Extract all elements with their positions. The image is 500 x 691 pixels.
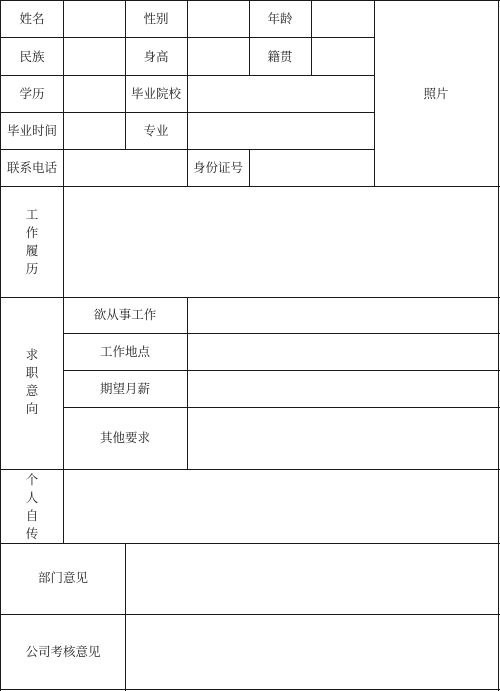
photo-area[interactable] xyxy=(375,1,498,186)
age-label: 年龄 xyxy=(267,10,293,26)
id-number-label: 身份证号 xyxy=(192,159,244,175)
border-bottom xyxy=(0,689,500,690)
phone-label: 联系电话 xyxy=(6,159,58,175)
graduation-time-field[interactable] xyxy=(64,113,125,149)
education-label: 学历 xyxy=(19,85,45,101)
height-field[interactable] xyxy=(188,38,249,75)
expected-salary-field[interactable] xyxy=(188,371,498,407)
major-field[interactable] xyxy=(188,113,374,149)
ethnicity-label: 民族 xyxy=(19,48,45,64)
school-field[interactable] xyxy=(188,76,374,112)
work-history-field[interactable] xyxy=(64,187,498,297)
work-location-label: 工作地点 xyxy=(99,343,151,359)
hometown-label: 籍贯 xyxy=(267,48,293,64)
border-left xyxy=(0,0,1,691)
major-label: 专业 xyxy=(143,122,169,138)
col-line-4 xyxy=(249,0,250,75)
other-requirements-field[interactable] xyxy=(188,408,498,469)
department-opinion-label: 部门意见 xyxy=(37,569,89,585)
desired-job-field[interactable] xyxy=(188,298,498,333)
col-line-2 xyxy=(125,0,126,149)
education-field[interactable] xyxy=(64,76,125,112)
gender-field[interactable] xyxy=(188,1,249,37)
age-field[interactable] xyxy=(312,1,374,37)
department-opinion-field[interactable] xyxy=(126,544,498,614)
expected-salary-label: 期望月薪 xyxy=(99,380,151,396)
desired-job-label: 欲从事工作 xyxy=(93,306,157,322)
name-field[interactable] xyxy=(64,1,125,37)
photo-label: 照片 xyxy=(423,85,449,101)
company-review-field[interactable] xyxy=(126,615,498,689)
work-history-label: 工 作 履 历 xyxy=(25,207,39,276)
school-label: 毕业院校 xyxy=(130,85,182,101)
company-review-label: 公司考核意见 xyxy=(25,643,101,659)
self-intro-field[interactable] xyxy=(64,470,498,543)
phone-field[interactable] xyxy=(64,150,187,186)
name-label: 姓名 xyxy=(19,10,45,26)
height-label: 身高 xyxy=(143,48,169,64)
other-requirements-label: 其他要求 xyxy=(99,429,151,445)
self-intro-label: 个 人 自 传 xyxy=(25,472,39,541)
work-location-field[interactable] xyxy=(188,334,498,370)
gender-label: 性别 xyxy=(143,10,169,26)
id-number-field[interactable] xyxy=(250,150,374,186)
graduation-time-label: 毕业时间 xyxy=(6,122,58,138)
hometown-field[interactable] xyxy=(312,38,374,75)
ethnicity-field[interactable] xyxy=(64,38,125,75)
job-intention-label: 求 职 意 向 xyxy=(25,347,39,416)
border-right xyxy=(498,0,499,691)
